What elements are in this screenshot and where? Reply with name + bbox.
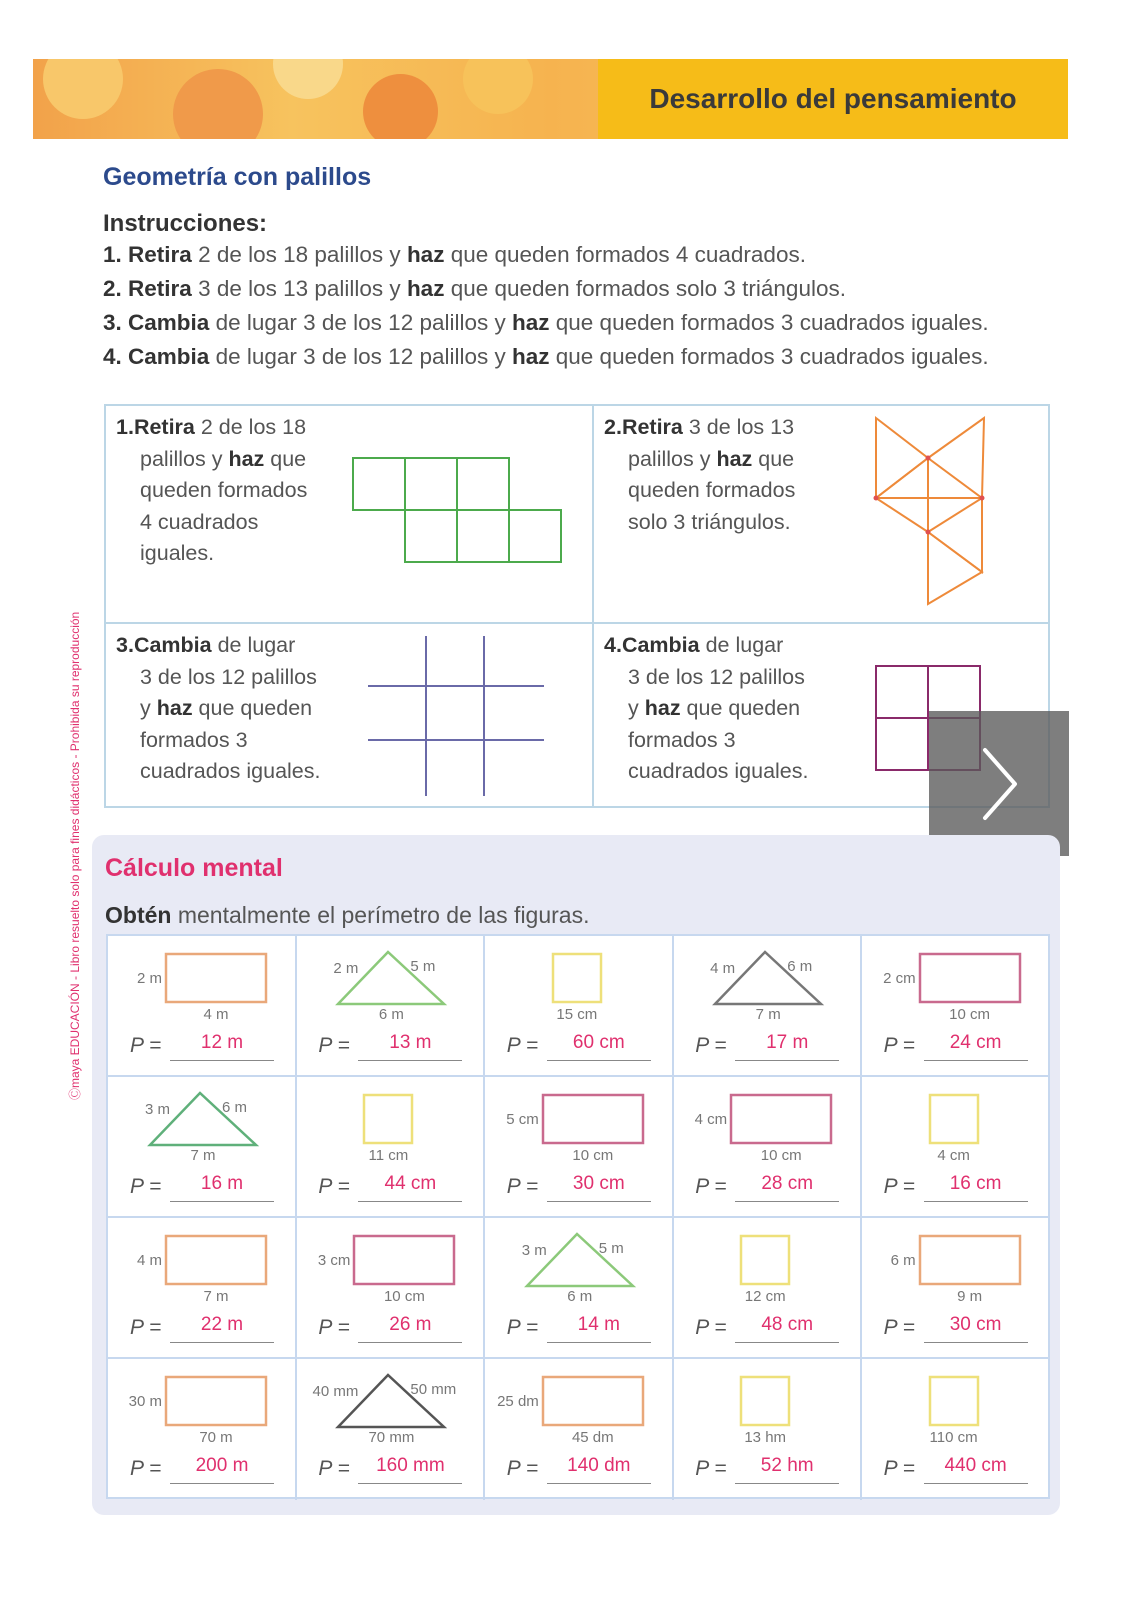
perimeter-label: P =	[130, 1457, 162, 1480]
perimeter-cell	[108, 1218, 297, 1359]
triangle-shape	[150, 1093, 256, 1145]
perimeter-answer: 14 m	[577, 1314, 620, 1335]
svg-text:Ⓒmaya EDUCACIÓN - Libro resuel: Ⓒmaya EDUCACIÓN - Libro resuelto solo para fines didácticos - Prohibida su reproducción	[68, 611, 82, 1100]
perimeter-cell	[485, 1077, 674, 1218]
puzzle-1-text: 1.Retira 2 de los 18 palillos y haz que queden formados 4 cuadrados iguales.	[116, 415, 308, 565]
rectangle-shape	[920, 954, 1020, 1002]
measure-label: 10 cm	[760, 1147, 802, 1164]
perimeter-cell	[108, 936, 297, 1077]
instructions-label: Instrucciones:	[103, 210, 268, 237]
perimeter-label: P =	[318, 1034, 350, 1057]
perimeter-answer: 44 cm	[384, 1173, 437, 1194]
instruction-4: 4. Cambia de lugar 3 de los 12 palillos y haz que queden formados 3 cuadrados iguales.	[103, 344, 989, 369]
calc-instructions: Obtén mentalmente el perímetro de las figuras.	[105, 902, 590, 928]
perimeter-cell	[296, 1359, 485, 1500]
measure-label: 6 m	[567, 1288, 593, 1305]
perimeter-answer: 16 m	[200, 1173, 244, 1194]
square-shape	[741, 1236, 789, 1284]
perimeter-answer: 28 cm	[761, 1173, 814, 1194]
measure-label: 7 m	[203, 1288, 229, 1305]
rectangle-shape	[354, 1236, 454, 1284]
perimeter-cell	[673, 1359, 862, 1500]
rectangle-shape	[731, 1095, 831, 1143]
instruction-3: 3. Cambia de lugar 3 de los 12 palillos y haz que queden formados 3 cuadrados iguales.	[103, 310, 989, 335]
measure-label: 45 dm	[571, 1429, 614, 1446]
rectangle-shape	[543, 1095, 643, 1143]
rectangle-shape	[920, 1236, 1020, 1284]
rectangle-shape	[166, 1236, 266, 1284]
measure-label: 6 m	[378, 1006, 404, 1023]
perimeter-answer: 26 m	[389, 1314, 432, 1335]
copyright-side-text	[64, 412, 86, 1102]
perimeter-label: P =	[883, 1457, 915, 1480]
measure-label: 10 cm	[949, 1006, 991, 1023]
puzzle-2-text: 2.Retira 3 de los 13 palillos y haz que queden formados solo 3 triángulos.	[604, 415, 796, 534]
measure-label: 2 m	[136, 970, 162, 987]
measure-label: 70 mm	[368, 1429, 415, 1446]
perimeter-grid	[106, 934, 1050, 1499]
measure-label: 4 m	[710, 960, 736, 977]
puzzle-3-text: 3.Cambia de lugar 3 de los 12 palillos y haz que queden formados 3 cuadrados iguales.	[116, 633, 321, 783]
triangle-shape	[527, 1234, 633, 1286]
perimeter-label: P =	[506, 1175, 539, 1198]
perimeter-cell	[485, 1218, 674, 1359]
perimeter-cell	[862, 1359, 1051, 1500]
perimeter-label: P =	[318, 1457, 350, 1480]
perimeter-label: P =	[883, 1175, 915, 1198]
perimeter-cell	[485, 936, 674, 1077]
triangle-shape	[715, 952, 821, 1004]
perimeter-cell	[108, 1359, 297, 1500]
perimeter-answer: 24 cm	[949, 1032, 1002, 1053]
puzzle-4-text: 4.Cambia de lugar 3 de los 12 palillos y haz que queden formados 3 cuadrados iguales.	[604, 633, 809, 783]
measure-label: 4 m	[136, 1252, 162, 1269]
measure-label: 12 cm	[744, 1288, 786, 1305]
perimeter-cell	[862, 1077, 1051, 1218]
measure-label: 40 mm	[312, 1383, 359, 1400]
perimeter-answer: 200 m	[195, 1455, 249, 1476]
matchstick-hash-figure	[366, 634, 546, 798]
square-shape	[930, 1377, 978, 1425]
perimeter-answer: 30 cm	[572, 1173, 625, 1194]
measure-label: 7 m	[755, 1006, 781, 1023]
measure-label: 5 cm	[506, 1111, 539, 1128]
perimeter-label: P =	[130, 1175, 162, 1198]
rectangle-shape	[543, 1377, 643, 1425]
square-shape	[930, 1095, 978, 1143]
perimeter-answer: 60 cm	[572, 1032, 625, 1053]
measure-label: 5 m	[410, 958, 436, 975]
puzzle-1	[106, 406, 594, 624]
header-title-box	[598, 59, 1068, 139]
perimeter-answer: 17 m	[766, 1032, 809, 1053]
perimeter-label: P =	[130, 1316, 162, 1339]
instruction-2: 2. Retira 3 de los 13 palillos y haz que queden formados solo 3 triángulos.	[103, 276, 846, 301]
perimeter-answer: 140 dm	[567, 1455, 631, 1476]
perimeter-answer: 13 m	[389, 1032, 432, 1053]
measure-label: 2 cm	[883, 970, 916, 987]
header-banner	[33, 59, 1068, 139]
calc-title: Cálculo mental	[105, 854, 283, 882]
matchstick-squares-figure	[351, 456, 567, 568]
perimeter-cell	[296, 1077, 485, 1218]
measure-label: 4 cm	[937, 1147, 970, 1164]
perimeter-label: P =	[883, 1034, 915, 1057]
header-title: Desarrollo del pensamiento	[649, 83, 1017, 114]
puzzle-3	[106, 624, 594, 806]
measure-label: 15 cm	[556, 1006, 598, 1023]
rectangle-shape	[166, 954, 266, 1002]
chevron-right-icon	[977, 744, 1021, 824]
measure-label: 70 m	[199, 1429, 233, 1446]
perimeter-cell	[485, 1359, 674, 1500]
perimeter-answer: 440 cm	[944, 1455, 1007, 1476]
matchstick-triangles-figure	[866, 412, 996, 608]
square-shape	[741, 1377, 789, 1425]
triangle-shape	[338, 952, 444, 1004]
perimeter-answer: 12 m	[200, 1032, 244, 1053]
perimeter-label: P =	[318, 1316, 350, 1339]
perimeter-label: P =	[883, 1316, 915, 1339]
measure-label: 30 m	[128, 1393, 162, 1410]
perimeter-answer: 16 cm	[949, 1173, 1002, 1194]
perimeter-label: P =	[506, 1316, 539, 1339]
measure-label: 10 cm	[572, 1147, 614, 1164]
perimeter-cell	[862, 936, 1051, 1077]
perimeter-cell	[673, 1077, 862, 1218]
perimeter-label: P =	[130, 1034, 162, 1057]
triangle-shape	[338, 1375, 444, 1427]
measure-label: 50 mm	[410, 1381, 457, 1398]
perimeter-answer: 22 m	[200, 1314, 244, 1335]
perimeter-answer: 48 cm	[761, 1314, 814, 1335]
square-shape	[364, 1095, 412, 1143]
measure-label: 11 cm	[368, 1147, 409, 1164]
measure-label: 3 m	[521, 1242, 547, 1259]
measure-label: 7 m	[190, 1147, 216, 1164]
measure-label: 6 m	[787, 958, 813, 975]
measure-label: 6 m	[890, 1252, 916, 1269]
perimeter-label: P =	[318, 1175, 350, 1198]
measure-label: 110 cm	[929, 1429, 978, 1446]
perimeter-label: P =	[506, 1457, 539, 1480]
perimeter-label: P =	[695, 1034, 727, 1057]
measure-label: 4 cm	[694, 1111, 728, 1128]
puzzle-2	[594, 406, 1048, 624]
measure-label: 9 m	[957, 1288, 983, 1305]
perimeter-cell	[108, 1077, 297, 1218]
perimeter-label: P =	[695, 1175, 727, 1198]
perimeter-answer: 52 hm	[760, 1455, 814, 1476]
rectangle-shape	[166, 1377, 266, 1425]
instruction-1: 1. Retira 2 de los 18 palillos y haz que queden formados 4 cuadrados.	[103, 242, 806, 267]
measure-label: 10 cm	[383, 1288, 425, 1305]
measure-label: 5 m	[598, 1240, 624, 1257]
measure-label: 25 dm	[497, 1393, 539, 1410]
perimeter-cell	[673, 1218, 862, 1359]
measure-label: 3 cm	[317, 1252, 351, 1269]
measure-label: 2 m	[333, 960, 359, 977]
perimeter-cell	[296, 936, 485, 1077]
perimeter-cell	[862, 1218, 1051, 1359]
measure-label: 13 hm	[744, 1429, 787, 1446]
measure-label: 6 m	[222, 1099, 248, 1116]
perimeter-label: P =	[695, 1316, 727, 1339]
puzzle-grid	[104, 404, 1050, 808]
square-shape	[553, 954, 601, 1002]
perimeter-answer: 160 mm	[376, 1455, 445, 1476]
perimeter-label: P =	[506, 1034, 539, 1057]
perimeter-cell	[673, 936, 862, 1077]
perimeter-label: P =	[695, 1457, 727, 1480]
perimeter-cell	[296, 1218, 485, 1359]
perimeter-answer: 30 cm	[949, 1314, 1002, 1335]
measure-label: 4 m	[203, 1006, 229, 1023]
geometry-title: Geometría con palillos	[103, 163, 372, 191]
measure-label: 3 m	[144, 1101, 170, 1118]
